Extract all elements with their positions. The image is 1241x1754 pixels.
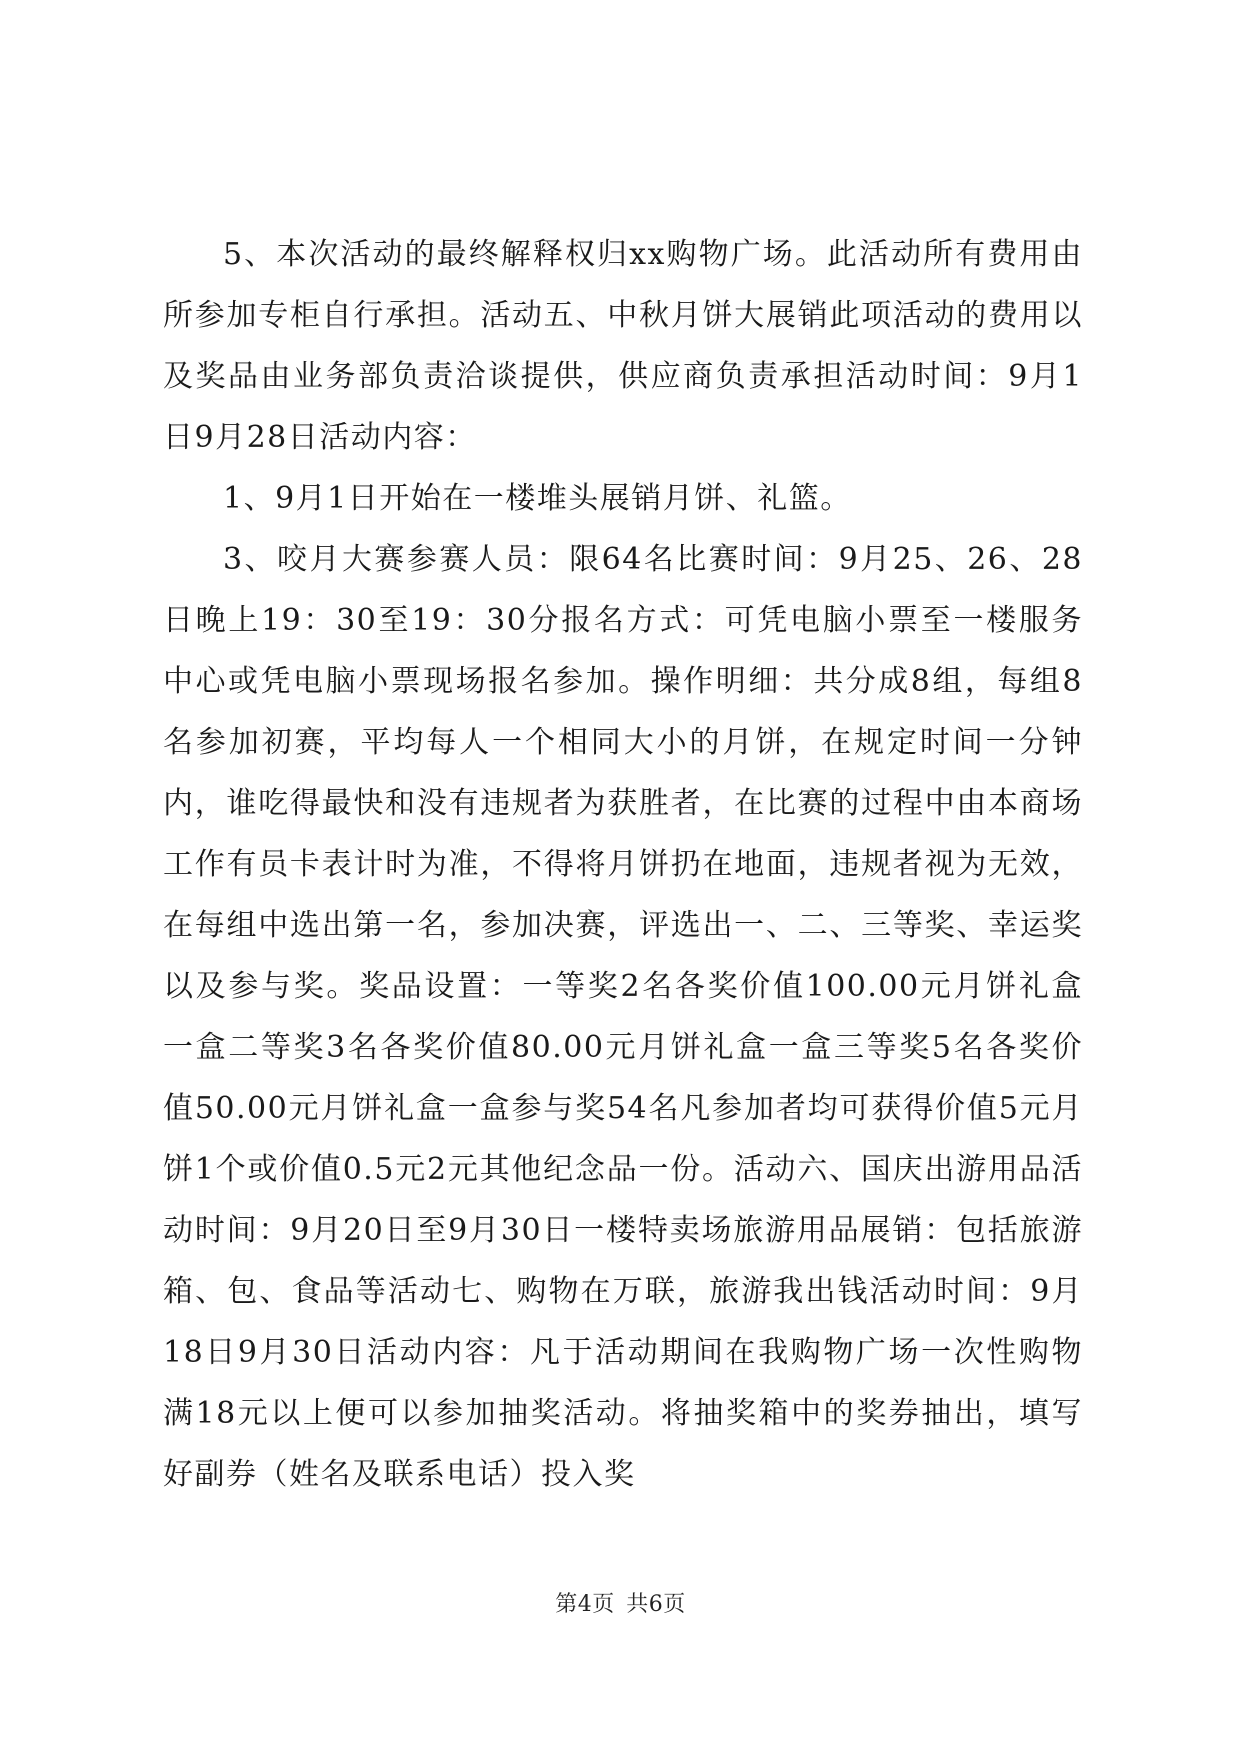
document-body: [163, 224, 1083, 1505]
page-number: 第4页: [555, 1592, 615, 1617]
paragraph-mooncake-display: 1、9月1日开始在一楼堆头展销月饼、礼篮。: [223, 481, 852, 516]
page-total: 共6页: [626, 1592, 686, 1617]
paragraph-activity-5: 5、本次活动的最终解释权归xx购物广场。此活动所有费用由所参加专柜自行承担。活动五、中秋月饼大展销此项活动的费用以及奖品由业务部负责洽谈提供，供应商负责承担活动时间：9月1日9月28日活动内容：: [163, 237, 1083, 455]
paragraph-contest-details: 3、咬月大赛参赛人员：限64名比赛时间：9月25、26、28日晚上19：30至19：30分报名方式：可凭电脑小票至一楼服务中心或凭电脑小票现场报名参加。操作明细：共分成8组，每组8名参加初赛，平均每人一个相同大小的月饼，在规定时间一分钟内，谁吃得最快和没有违规者为获胜者，在比赛的过程中由本商场工作有员卡表计时为准，不得将月饼扔在地面，违规者视为无效，在每组中选出第一名，参加决赛，评选出一、二、三等奖、幸运奖以及参与奖。奖品设置：一等奖2名各奖价值100.00元月饼礼盒一盒二等奖3名各奖价值80.00元月饼礼盒一盒三等奖5名各奖价值50.00元月饼礼盒一盒参与奖54名凡参加者均可获得价值5元月饼1个或价值0.5元2元其他纪念品一份。活动六、国庆出游用品活动时间：9月20日至9月30日一楼特卖场旅游用品展销：包括旅游箱、包、食品等活动七、购物在万联，旅游我出钱活动时间：9月18日9月30日活动内容：凡于活动期间在我购物广场一次性购物满18元以上便可以参加抽奖活动。将抽奖箱中的奖券抽出，填写好副券（姓名及联系电话）投入奖: [163, 542, 1083, 1492]
page-footer: [0, 1587, 1241, 1618]
